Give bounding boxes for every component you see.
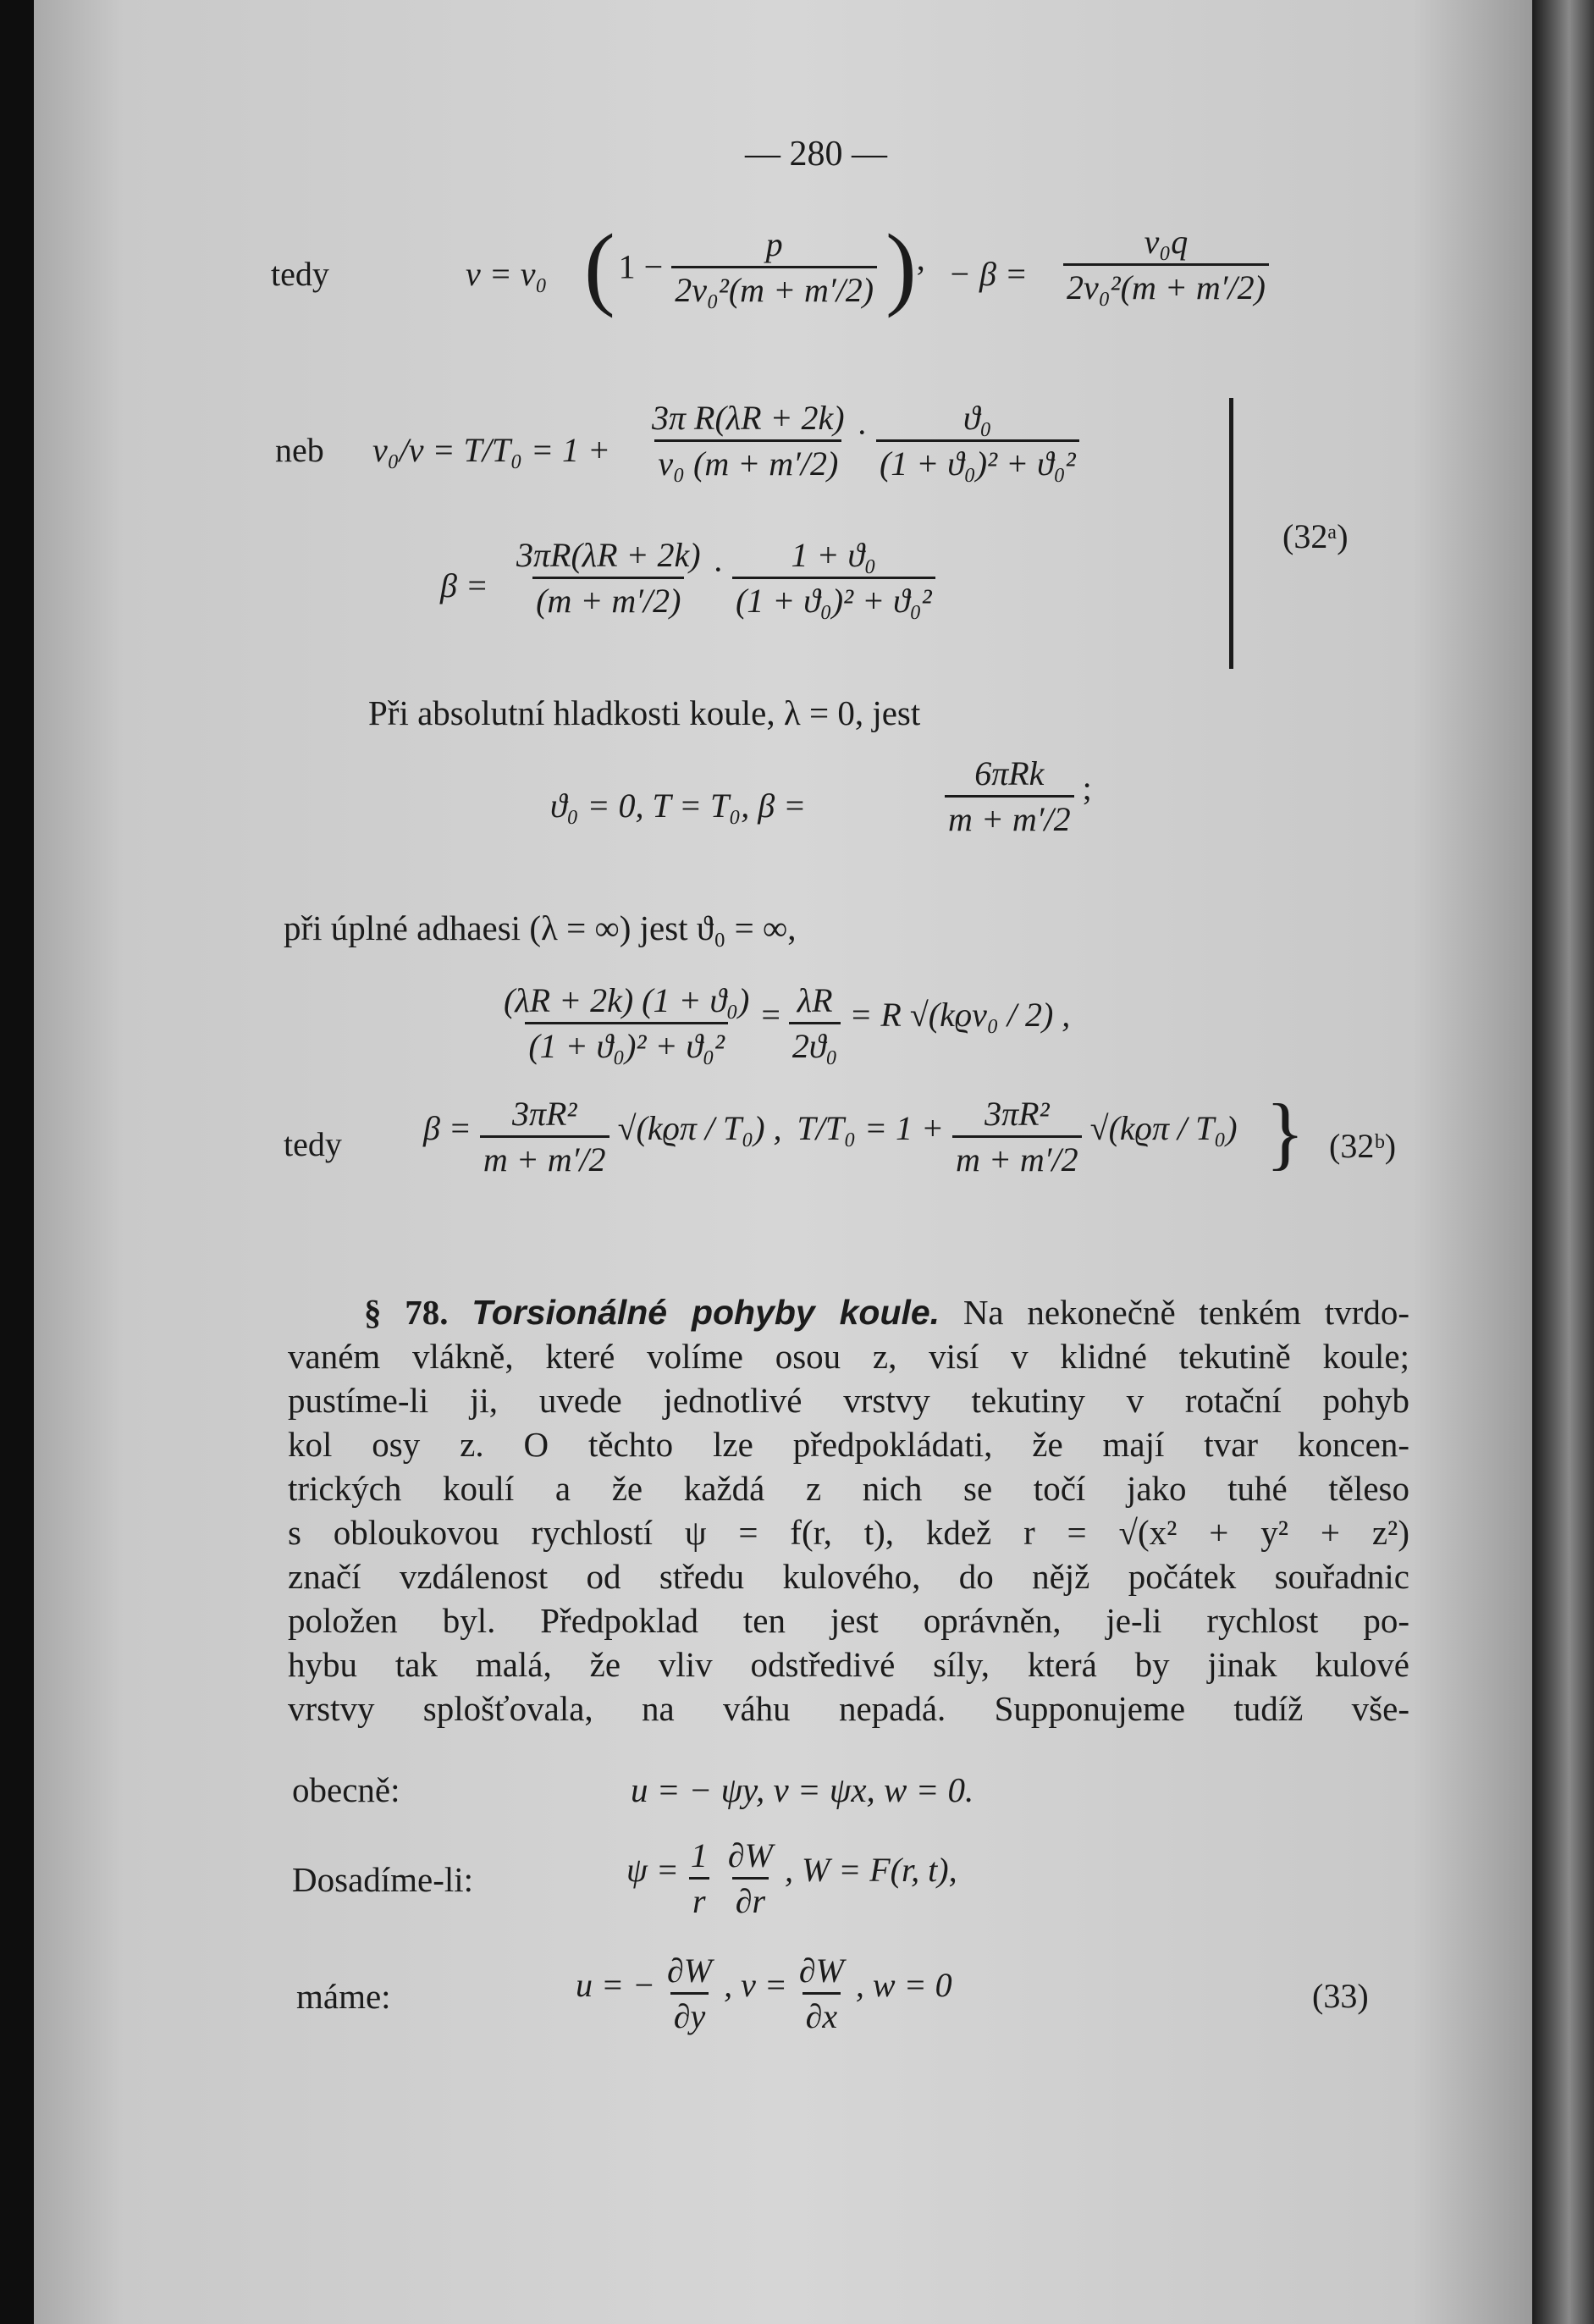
eq6-den1: m + m′/2 <box>480 1135 609 1179</box>
eq4-frac <box>940 754 1092 839</box>
eq6-num1: 3πR² <box>512 1095 577 1133</box>
eq3-num2: 1 + ϑ₀ <box>791 536 877 574</box>
eq4-lhs: ϑ₀ = 0, T = T₀, β = <box>550 787 807 825</box>
section-line-1: vaném vlákně, které volíme osou z, visí v klidné tekutině koule; <box>288 1337 1409 1376</box>
eq1-den-p: 2v₀²(m + m′/2) <box>671 266 877 310</box>
eq1-beta: − β = <box>948 255 1028 293</box>
eq1-den-q: 2v₀²(m + m′/2) <box>1063 263 1269 307</box>
eq5-num2: λR <box>797 981 833 1019</box>
eq5-rhs: = R √(kϱv₀ / 2) , <box>849 996 1071 1035</box>
eq5-den2: 2ϑ₀ <box>789 1022 841 1066</box>
section-line-2: pustíme-li ji, uvede jednotlivé vrstvy tekutiny v rotační pohyb <box>288 1381 1409 1420</box>
eq5-num1: (λR + 2k) (1 + ϑ₀) <box>504 981 750 1019</box>
eq2-num2: ϑ₀ <box>963 399 992 437</box>
eq33-label: (33) <box>1312 1977 1369 2015</box>
eq1-num-p: p <box>765 224 783 263</box>
section-line-3: kol osy z. O těchto lze předpokládati, že mají tvar koncen- <box>288 1425 1409 1464</box>
eq9-den1: ∂y <box>670 1992 709 2036</box>
book-edge <box>1532 0 1594 2324</box>
page-number: — 280 — <box>745 135 887 174</box>
eq9 <box>576 1951 952 2036</box>
eq6-ratio: T/T₀ = 1 + <box>797 1109 945 1148</box>
eq8-lead: Dosadíme-li: <box>292 1860 474 1899</box>
eq9-num2: ∂W <box>798 1951 844 1990</box>
section-line-9: vrstvy splošťovala, na váhu nepadá. Supponujeme tudíž vše- <box>288 1689 1409 1728</box>
eq32a-bracket <box>1229 398 1233 669</box>
section-line-6: značí vzdálenost od středu kulového, do nějž počátek souřadnic <box>288 1557 1409 1596</box>
eq4-den: m + m′/2 <box>945 795 1074 839</box>
eq2-den1: v₀ (m + m′/2) <box>654 439 841 483</box>
eq3-beta: β = <box>440 566 488 604</box>
eq6 <box>423 1094 1238 1179</box>
eq9-u: u = − <box>576 1966 655 2005</box>
eq6-beta: β = <box>423 1109 472 1148</box>
eq32b-label: (32ᵇ) <box>1329 1127 1397 1165</box>
eq1-beta-frac <box>1058 222 1274 307</box>
section-title: Torsionálné pohyby koule. <box>472 1293 940 1332</box>
eq8-den1: r <box>689 1877 709 1921</box>
section-line-8: hybu tak malá, že vliv odstředivé síly, která by jinak kulové <box>288 1645 1409 1684</box>
eq2-frac1: $\frac{\text{3π R(λR + 2k)}}{\text{v₀ (m + m′/2)}}$ · $\frac{\text{ϑ₀}}{\text{(1 + ϑ₀)² + ϑ₀²}}$ <box>643 398 1084 483</box>
section-line-4: trických koulí a že každá z nich se točí jako tuhé těleso <box>288 1469 1409 1508</box>
eq8-den2: ∂r <box>732 1877 769 1921</box>
eq8 <box>626 1835 957 1921</box>
section-first-line-rest: Na nekonečně tenkém tvrdo- <box>962 1293 1409 1332</box>
eq6-num2: 3πR² <box>985 1095 1050 1133</box>
eq9-v: , v = <box>724 1966 787 2005</box>
eq3-den1: (m + m′/2) <box>532 577 684 621</box>
eq5-den1: (1 + ϑ₀)² + ϑ₀² <box>525 1022 728 1066</box>
section-marker: § 78. <box>364 1293 449 1332</box>
eq3-fracs: $\frac{3\pi R(\lambda R + 2k)}{(m + m'/2)}$ · $\frac{\text{1 + ϑ₀}}{\text{(1 + ϑ₀)² + ϑ₀²}}$ <box>508 535 940 621</box>
eq8-num2: ∂W <box>727 1836 773 1874</box>
section-first-line <box>364 1292 1409 1333</box>
eq9-num1: ∂W <box>666 1951 713 1990</box>
eq1-num-q: v₀q <box>1144 223 1189 261</box>
eq2-lead: neb <box>275 431 324 469</box>
eq2-ratio: v₀/v = T/T₀ = 1 + <box>372 431 611 469</box>
eq3-num1: 3πR(λR + 2k) <box>516 536 701 574</box>
eq6-den2: m + m′/2 <box>952 1135 1082 1179</box>
eq6-root1: √(kϱπ / T₀) , <box>617 1109 782 1148</box>
eq9-den2: ∂x <box>803 1992 841 2036</box>
section-line-5: s obloukovou rychlostí ψ = f(r, t), kdež r = √(x² + y² + z²) <box>288 1513 1409 1552</box>
eq5-mid: = <box>761 996 780 1035</box>
eq3-den2: (1 + ϑ₀)² + ϑ₀² <box>732 577 935 621</box>
eq1-v: v = v₀ <box>466 255 548 293</box>
eq8-num1: 1 <box>690 1836 708 1874</box>
eq7-expr: u = − ψy, v = ψx, w = 0. <box>631 1770 974 1809</box>
eq9-w: , w = 0 <box>855 1966 952 2005</box>
eq7-lead: obecně: <box>292 1770 400 1809</box>
line-adhesion: při úplné adhaesi (λ = ∞) jest ϑ₀ = ∞, <box>284 908 797 947</box>
eq4-num: 6πRk <box>974 754 1045 792</box>
eq4-tail: ; <box>1082 769 1092 808</box>
eq1-paren-group: ( 1 − $\frac{p}{\text{2v₀²(m + m′/2)}}$ ), <box>584 215 925 318</box>
eq9-lead: máme: <box>296 1977 391 2016</box>
eq6-root2: √(kϱπ / T₀) <box>1089 1109 1238 1148</box>
eq32a-label: (32ᵃ) <box>1282 517 1349 555</box>
eq8-lhs: ψ = <box>626 1851 679 1890</box>
line-smoothness: Při absolutní hladkosti koule, λ = 0, jest <box>368 693 921 732</box>
eq2-num1: 3π R(λR + 2k) <box>652 399 845 437</box>
eq2-den2: (1 + ϑ₀)² + ϑ₀² <box>876 439 1079 483</box>
eq32b-brace: } <box>1266 1087 1305 1178</box>
eq5 <box>495 980 1070 1066</box>
eq6-lead: tedy <box>284 1125 342 1163</box>
section-line-7: položen byl. Předpoklad ten jest oprávněn, je-li rychlost po- <box>288 1601 1409 1640</box>
eq1-lead: tedy <box>271 255 329 293</box>
eq8-rhs: , W = F(r, t), <box>784 1851 957 1890</box>
